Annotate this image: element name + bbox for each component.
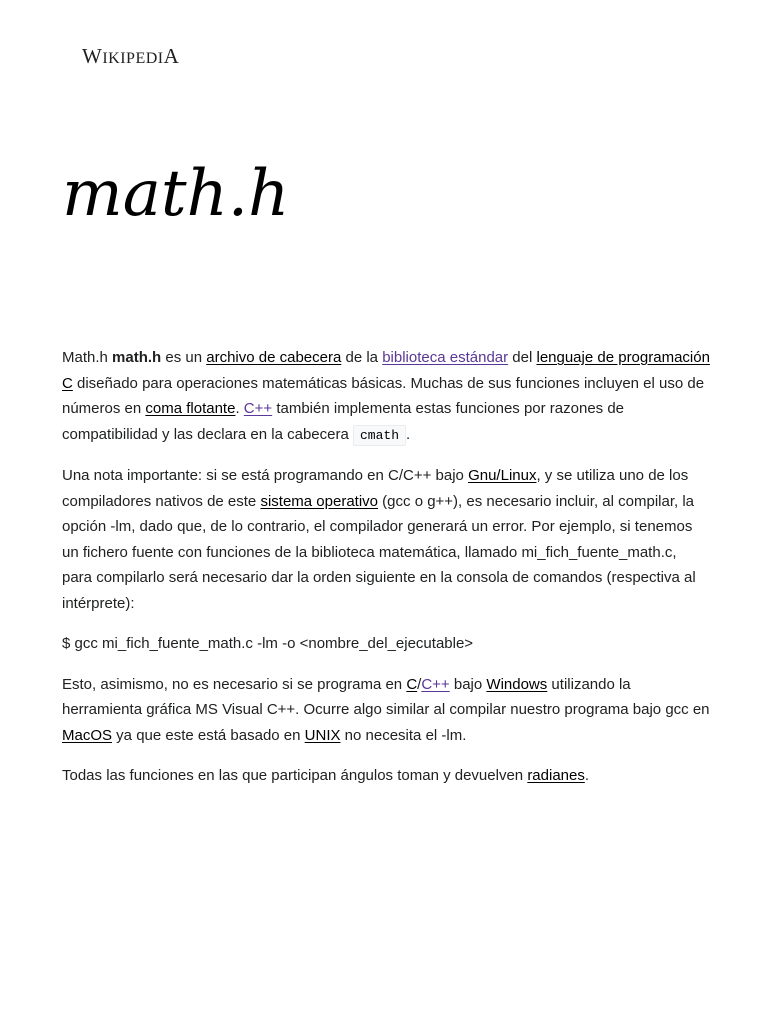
text: Todas las funciones en las que participan ángulos toman y devuelven <box>62 767 528 784</box>
text: / <box>417 675 422 693</box>
paragraph-windows <box>62 672 710 749</box>
text: es un <box>161 349 207 366</box>
link-cpp[interactable]: C++ <box>243 400 273 417</box>
link-unix[interactable]: UNIX <box>304 726 341 744</box>
wikipedia-logo[interactable] <box>82 43 179 72</box>
page-title: math.h <box>62 157 290 231</box>
text: diseñado para operaciones matemáticas básicas. Muchas de sus funciones incluyen el uso de números en <box>62 374 705 417</box>
link-macos[interactable]: MacOS <box>62 726 113 744</box>
link-cpp-2[interactable]: C++ <box>421 675 450 693</box>
paragraph-nota <box>62 463 710 616</box>
text: Esto, asimismo, no es necesario si se programa en <box>62 675 407 693</box>
link-c[interactable]: C <box>406 675 418 693</box>
text: utilizando la herramienta gráfica MS Visual C++. Ocurre algo similar al compilar nuestro programa bajo gcc en <box>62 675 710 718</box>
link-lenguaje-de-programacion-c[interactable]: lenguaje de programación C <box>62 349 710 392</box>
text: . <box>584 767 590 784</box>
code-cmath: cmath <box>353 425 406 446</box>
text: del <box>508 349 537 366</box>
text: ya que este está basado en <box>112 726 305 744</box>
text: también implementa estas funciones por razones de compatibilidad y las declara en la cabecera <box>62 400 625 443</box>
text: de la <box>341 349 383 366</box>
text: no necesita el -lm. <box>340 726 467 744</box>
logo-letters-ikipedi: IKIPEDI <box>102 50 164 67</box>
link-coma-flotante[interactable]: coma flotante <box>145 400 236 417</box>
bold-term: math.h <box>112 349 162 366</box>
link-sistema-operativo[interactable]: sistema operativo <box>260 492 379 510</box>
text: Una nota importante: si se está programando en C/C++ bajo <box>62 467 469 484</box>
link-radianes[interactable]: radianes <box>527 767 585 784</box>
link-biblioteca-estandar[interactable]: biblioteca estándar <box>382 349 509 366</box>
paragraph-command: $ gcc mi_fich_fuente_math.c -lm -o <nombre_del_ejecutable> <box>62 635 474 652</box>
text: Math.h <box>62 349 113 366</box>
text: . <box>235 400 244 417</box>
article-body <box>62 345 710 804</box>
link-gnu-linux[interactable]: Gnu/Linux <box>468 467 537 484</box>
logo-letter-w: W <box>82 44 103 68</box>
link-windows[interactable]: Windows <box>486 675 548 693</box>
text: , y se utiliza uno de los compiladores nativos de este <box>62 467 689 510</box>
link-archivo-de-cabecera[interactable]: archivo de cabecera <box>206 349 342 366</box>
text: (gcc o g++), es necesario incluir, al compilar, la opción -lm, dado que, de lo contrario, el compilador generará un error. Por ejemplo, si tenemos un fichero fuente con funciones de la biblioteca matemática, llamado mi_fich_fuente_math.c, para compilarlo será necesario dar la orden siguiente en la consola de comandos (respectiva al intérprete): <box>62 492 696 612</box>
logo-letter-a: A <box>163 44 180 68</box>
paragraph-radianes <box>62 763 710 789</box>
text: bajo <box>449 675 487 693</box>
paragraph-intro <box>62 345 710 448</box>
text: . <box>406 425 411 443</box>
